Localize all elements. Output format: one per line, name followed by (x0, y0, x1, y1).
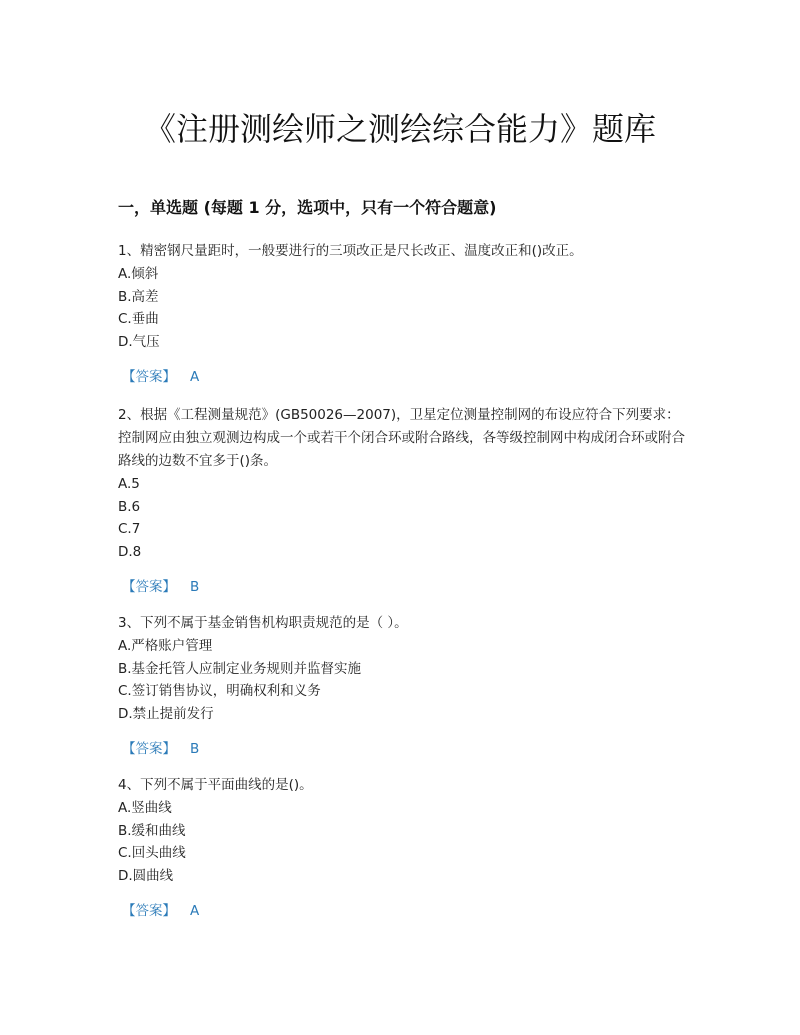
answer-label: 【答案】 (122, 579, 176, 595)
answer-line (118, 576, 688, 598)
option-b: B.高差 (118, 288, 159, 305)
option-a: A.竖曲线 (118, 800, 172, 816)
option-a: A.5 (118, 476, 140, 492)
document-title: 《注册测绘师之测绘综合能力》题库 (143, 110, 656, 148)
option-b: B.6 (118, 498, 141, 515)
option-d: D.禁止提前发行 (118, 705, 214, 722)
option-c: C.回头曲线 (118, 845, 186, 861)
option-d: D.8 (118, 543, 142, 560)
question-3 (118, 612, 688, 760)
answer-value: B (190, 741, 200, 757)
answer-value: A (190, 903, 200, 919)
answer-label: 【答案】 (122, 741, 176, 757)
question-text: 2、根据《工程测量规范》(GB50026—2007)，卫星定位测量控制网的布设应符合下列要求：控制网应由独立观测边构成一个或若干个闭合环或附合路线，各等级控制网中构成闭合环或附合路线的边数不宜多于()条。 (118, 407, 685, 469)
option-b: B.缓和曲线 (118, 822, 186, 839)
question-1 (118, 240, 688, 388)
question-text: 4、下列不属于平面曲线的是()。 (118, 777, 313, 793)
option-a: A.严格账户管理 (118, 638, 213, 654)
option-b: B.基金托管人应制定业务规则并监督实施 (118, 660, 362, 677)
answer-line (118, 738, 688, 760)
answer-label: 【答案】 (122, 903, 176, 919)
question-text: 3、下列不属于基金销售机构职责规范的是（ ）。 (118, 615, 408, 631)
answer-line (118, 366, 688, 388)
option-c: C.垂曲 (118, 311, 159, 327)
question-text: 1、精密钢尺量距时，一般要进行的三项改正是尺长改正、温度改正和()改正。 (118, 243, 583, 259)
answer-value: A (190, 369, 200, 385)
option-c: C.签订销售协议，明确权利和义务 (118, 683, 321, 699)
answer-line (118, 900, 688, 922)
question-2 (118, 404, 688, 598)
answer-label: 【答案】 (122, 369, 176, 385)
option-a: A.倾斜 (118, 266, 159, 282)
answer-value: B (190, 579, 200, 595)
section-heading: 一，单选题 (每题 1 分，选项中，只有一个符合题意) (118, 198, 497, 217)
question-4 (118, 774, 688, 922)
option-d: D.圆曲线 (118, 867, 174, 884)
option-d: D.气压 (118, 333, 160, 350)
option-c: C.7 (118, 521, 141, 537)
